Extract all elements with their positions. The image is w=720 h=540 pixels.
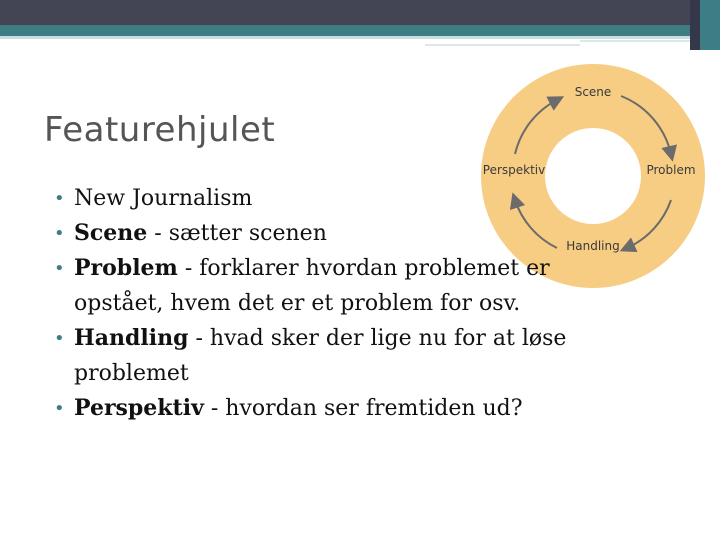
bullet-item bbox=[54, 181, 634, 216]
bullet-item bbox=[54, 321, 634, 391]
bullet-dot-icon: • bbox=[54, 223, 65, 244]
bullet-text: - forklarer hvordan problemet er opstået, hvem det er et problem for osv. bbox=[74, 256, 550, 316]
bullet-term: Problem bbox=[74, 255, 178, 281]
header-band-light bbox=[0, 36, 720, 39]
header-band-dark bbox=[0, 0, 720, 25]
bullet-term: Handling bbox=[74, 325, 189, 351]
decorative-line bbox=[580, 40, 690, 42]
bullet-list bbox=[54, 181, 634, 426]
wheel-label-perspektiv: Perspektiv bbox=[482, 163, 546, 177]
header-band-teal bbox=[0, 25, 720, 36]
bullet-text: - sætter scenen bbox=[147, 221, 327, 246]
bullet-term: Perspektiv bbox=[74, 395, 204, 421]
bullet-dot-icon: • bbox=[54, 398, 65, 419]
bullet-dot-icon: • bbox=[54, 328, 65, 349]
bullet-text: New Journalism bbox=[74, 186, 253, 211]
bullet-dot-icon: • bbox=[54, 258, 65, 279]
bullet-item bbox=[54, 251, 634, 321]
bullet-text: - hvad sker der lige nu for at løse problemet bbox=[74, 326, 567, 386]
wheel-label-scene: Scene bbox=[574, 85, 612, 99]
bullet-dot-icon: • bbox=[54, 188, 65, 209]
wheel-label-problem: Problem bbox=[646, 163, 696, 177]
header-corner-accent bbox=[700, 0, 720, 50]
decorative-line bbox=[425, 44, 580, 46]
bullet-item bbox=[54, 216, 634, 251]
slide-title: Featurehjulet bbox=[44, 110, 276, 150]
bullet-text: - hvordan ser fremtiden ud? bbox=[203, 396, 523, 421]
bullet-term: Scene bbox=[74, 220, 148, 246]
bullet-item bbox=[54, 391, 634, 426]
wheel-label-handling: Handling bbox=[566, 239, 620, 253]
